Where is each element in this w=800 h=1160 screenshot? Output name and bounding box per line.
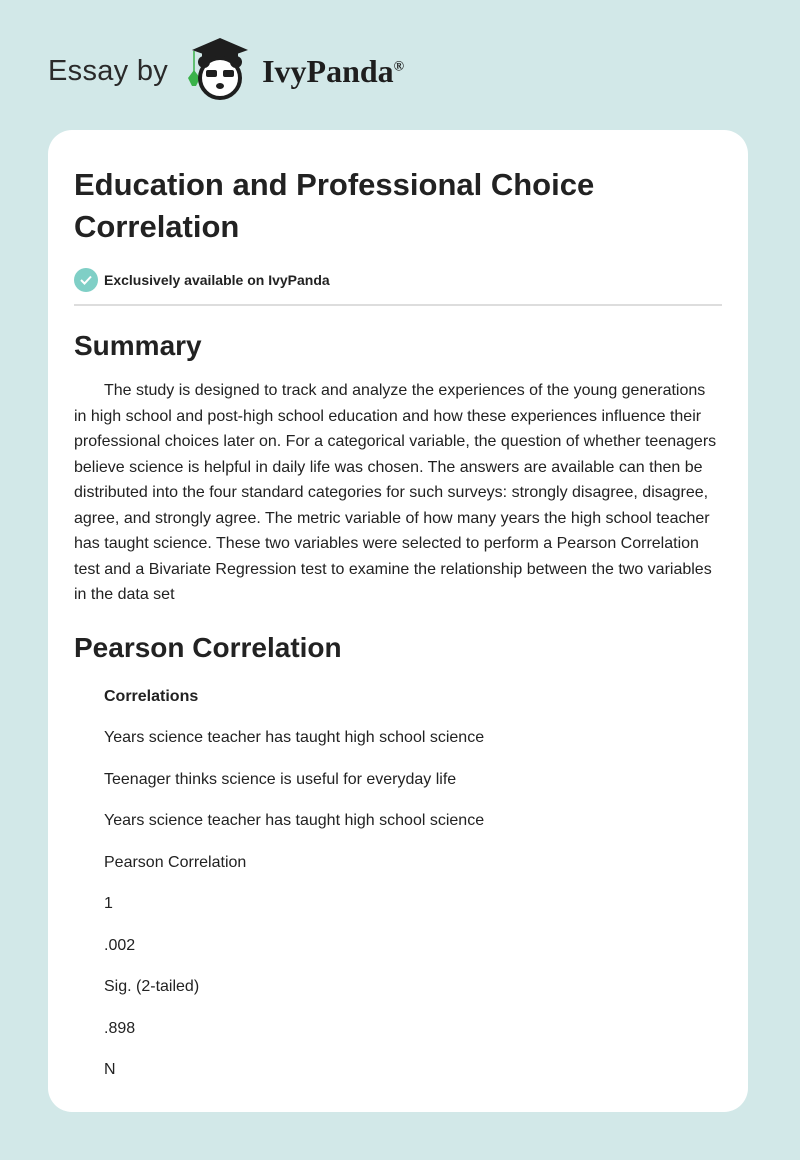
- section-heading-summary: Summary: [74, 330, 202, 361]
- article-title: Education and Professional Choice Correlation: [74, 167, 595, 244]
- badge-text: Exclusively available on IvyPanda: [104, 272, 330, 288]
- check-icon: [74, 268, 98, 292]
- table-cell: Years science teacher has taught high school science: [104, 729, 485, 746]
- divider: [74, 304, 722, 306]
- table-cell: Sig. (2-tailed): [104, 978, 200, 995]
- panda-logo-icon[interactable]: [184, 34, 254, 109]
- table-cell: N: [104, 1061, 116, 1078]
- table-cell: Teenager thinks science is useful for everyday life: [104, 770, 457, 788]
- exclusive-badge: [74, 268, 722, 292]
- registered-mark: ®: [393, 58, 405, 74]
- section-heading-pearson: Pearson Correlation: [74, 631, 342, 663]
- table-title: Correlations: [104, 687, 199, 705]
- table-cell: Years science teacher has taught high school science: [104, 812, 485, 829]
- brand-name[interactable]: [262, 53, 404, 90]
- summary-paragraph: The study is designed to track and analyze the experiences of the young generations in high school and post-high school education and how these experiences influence their professional choices later on. For a categorical variable, the question of whether teenagers believe science is helpful in daily life was chosen. The answers are available can then be distributed into the four standard categories for such surveys: strongly disagree, disagree, agree, and strongly agree. The metric variable of how many years the high school teacher has taught science. These two variables were selected to perform a Pearson Correlation test and a Bivariate Regression test to examine the relationship between the two variables in the data set: [74, 382, 717, 603]
- table-cell: .898: [104, 1019, 136, 1037]
- site-header: [48, 36, 404, 106]
- essay-by-label: Essay by: [48, 54, 169, 87]
- table-cell: Pearson Correlation: [104, 853, 247, 871]
- correlations-table: [74, 686, 722, 1101]
- brand-text: IvyPanda: [262, 52, 394, 89]
- table-cell: 1: [104, 895, 113, 912]
- article-card: [48, 130, 748, 1112]
- table-cell: .002: [104, 936, 136, 954]
